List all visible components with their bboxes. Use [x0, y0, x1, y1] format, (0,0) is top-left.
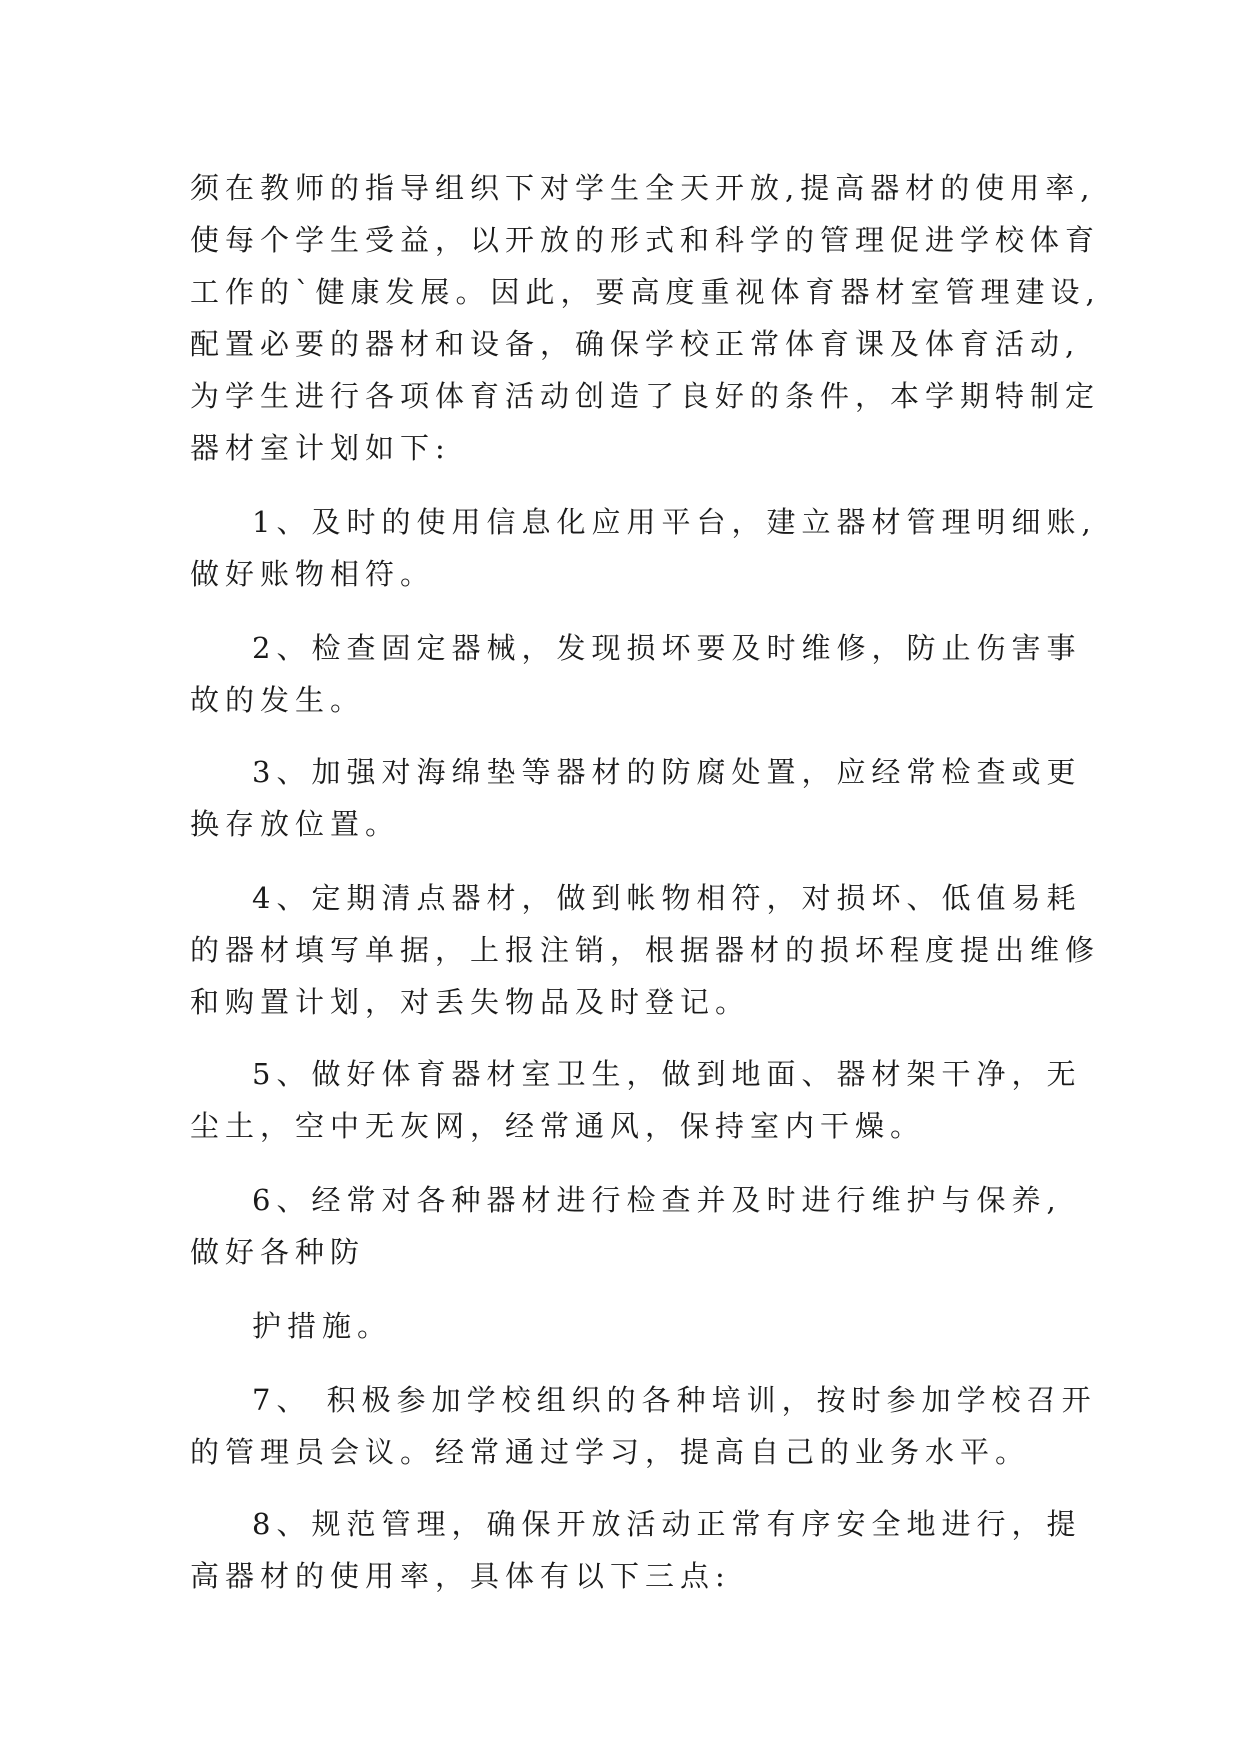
intro-line-6: 器材室计划如下:: [190, 431, 451, 465]
intro-line-3: 工作的`健康发展。因此，要高度重视体育器材室管理建设,: [190, 275, 1101, 309]
item-7-line-1: 7、 积极参加学校组织的各种培训，按时参加学校召开: [252, 1383, 1097, 1417]
item-4-line-3: 和购置计划，对丢失物品及时登记。: [190, 985, 751, 1019]
item-3-line-1: 3、加强对海绵垫等器材的防腐处置，应经常检查或更: [252, 755, 1082, 789]
item-8-line-2: 高器材的使用率，具体有以下三点:: [190, 1559, 731, 1593]
item-4-line-1: 4、定期清点器材，做到帐物相符，对损坏、低值易耗: [252, 881, 1082, 915]
item-6-line-2: 做好各种防: [190, 1235, 366, 1269]
item-5-line-2: 尘土，空中无灰网，经常通风，保持室内干燥。: [190, 1109, 926, 1143]
item-8-line-1: 8、规范管理，确保开放活动正常有序安全地进行，提: [252, 1507, 1082, 1541]
item-1-line-2: 做好账物相符。: [190, 557, 436, 591]
item-2-line-1: 2、检查固定器械，发现损坏要及时维修，防止伤害事: [252, 631, 1082, 665]
item-1-line-1: 1、及时的使用信息化应用平台，建立器材管理明细账,: [252, 505, 1097, 539]
intro-line-4: 配置必要的器材和设备，确保学校正常体育课及体育活动,: [190, 327, 1081, 361]
intro-line-5: 为学生进行各项体育活动创造了良好的条件，本学期特制定: [190, 379, 1101, 413]
intro-line-1: 须在教师的指导组织下对学生全天开放,提高器材的使用率,: [190, 171, 1096, 205]
item-6-line-3: 护措施。: [252, 1309, 393, 1343]
intro-line-2: 使每个学生受益，以开放的形式和科学的管理促进学校体育: [190, 223, 1101, 257]
item-5-line-1: 5、做好体育器材室卫生，做到地面、器材架干净，无: [252, 1057, 1082, 1091]
item-6-line-1: 6、经常对各种器材进行检查并及时进行维护与保养,: [252, 1183, 1062, 1217]
item-2-line-2: 故的发生。: [190, 683, 366, 717]
item-7-line-2: 的管理员会议。经常通过学习，提高自己的业务水平。: [190, 1435, 1031, 1469]
item-3-line-2: 换存放位置。: [190, 807, 401, 841]
item-4-line-2: 的器材填写单据，上报注销，根据器材的损坏程度提出维修: [190, 933, 1101, 967]
